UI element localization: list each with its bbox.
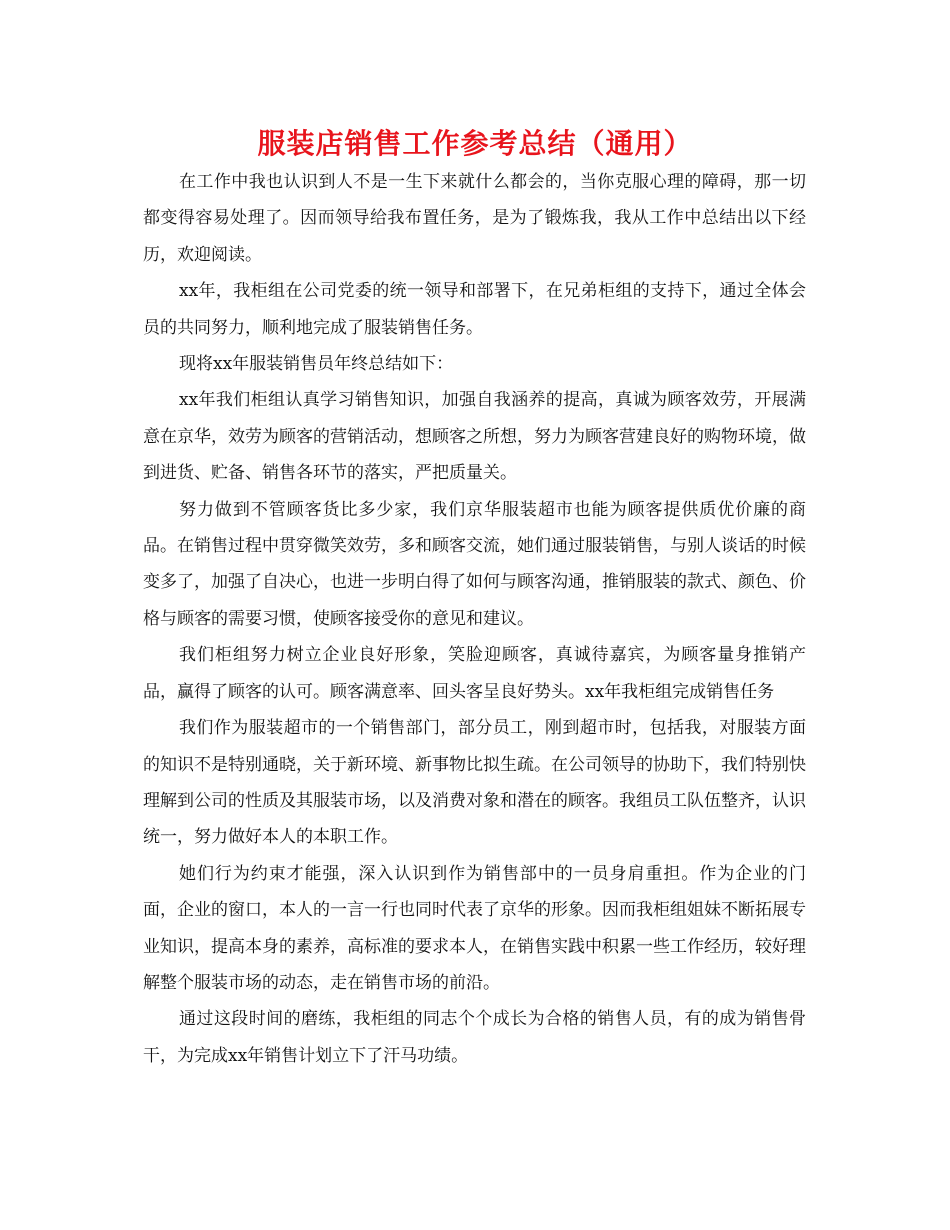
- paragraph-1: 在工作中我也认识到人不是一生下来就什么都会的，当你克服心理的障碍，那一切都变得容易处理了。因而领导给我布置任务，是为了锻炼我，我从工作中总结出以下经历，欢迎阅读。: [143, 172, 806, 265]
- paragraph-4: xx年我们柜组认真学习销售知识，加强自我涵养的提高，真诚为顾客效劳，开展满意在京华，效劳为顾客的营销活动，想顾客之所想，努力为顾客营建良好的购物环境，做到进货、贮备、销售各环节的落实，严把质量关。: [143, 390, 806, 484]
- paragraph-5: 努力做到不管顾客货比多少家，我们京华服装超市也能为顾客提供质优价廉的商品。在销售过程中贯穿微笑效劳，多和顾客交流，她们通过服装销售，与别人谈话的时候变多了，加强了自决心，也进一步明白得了如何与顾客沟通，推销服装的款式、颜色、价格与顾客的需要习惯，使顾客接受你的意见和建议。: [143, 499, 806, 629]
- paragraph-9: 通过这段时间的磨练，我柜组的同志个个成长为合格的销售人员，有的成为销售骨干，为完成xx年销售计划立下了汗马功绩。: [143, 1009, 806, 1066]
- paragraph-2: xx年，我柜组在公司党委的统一领导和部署下，在兄弟柜组的支持下，通过全体会员的共同努力，顺利地完成了服装销售任务。: [143, 281, 806, 338]
- paragraph-6: 我们柜组努力树立企业良好形象，笑脸迎顾客，真诚待嘉宾，为顾客量身推销产品，赢得了顾客的认可。顾客满意率、回头客呈良好势头。xx年我柜组完成销售任务: [143, 645, 806, 702]
- document-title: 服装店销售工作参考总结（通用）: [257, 127, 693, 160]
- paragraph-3: 现将xx年服装销售员年终总结如下：: [179, 354, 454, 375]
- paragraph-8: 她们行为约束才能强，深入认识到作为销售部中的一员身肩重担。作为企业的门面，企业的窗口，本人的一言一行也同时代表了京华的形象。因而我柜组姐妹不断拓展专业知识，提高本身的素养，高标准的要求本人，在销售实践中积累一些工作经历，较好理解整个服装市场的动态，走在销售市场的前沿。: [143, 863, 806, 993]
- paragraph-7: 我们作为服装超市的一个销售部门，部分员工，刚到超市时，包括我，对服装方面的知识不是特别通晓，关于新环境、新事物比拟生疏。在公司领导的协助下，我们特别快理解到公司的性质及其服装市场，以及消费对象和潜在的顾客。我组员工队伍整齐，认识统一，努力做好本人的本职工作。: [143, 718, 806, 848]
- document-body: [143, 164, 806, 1074]
